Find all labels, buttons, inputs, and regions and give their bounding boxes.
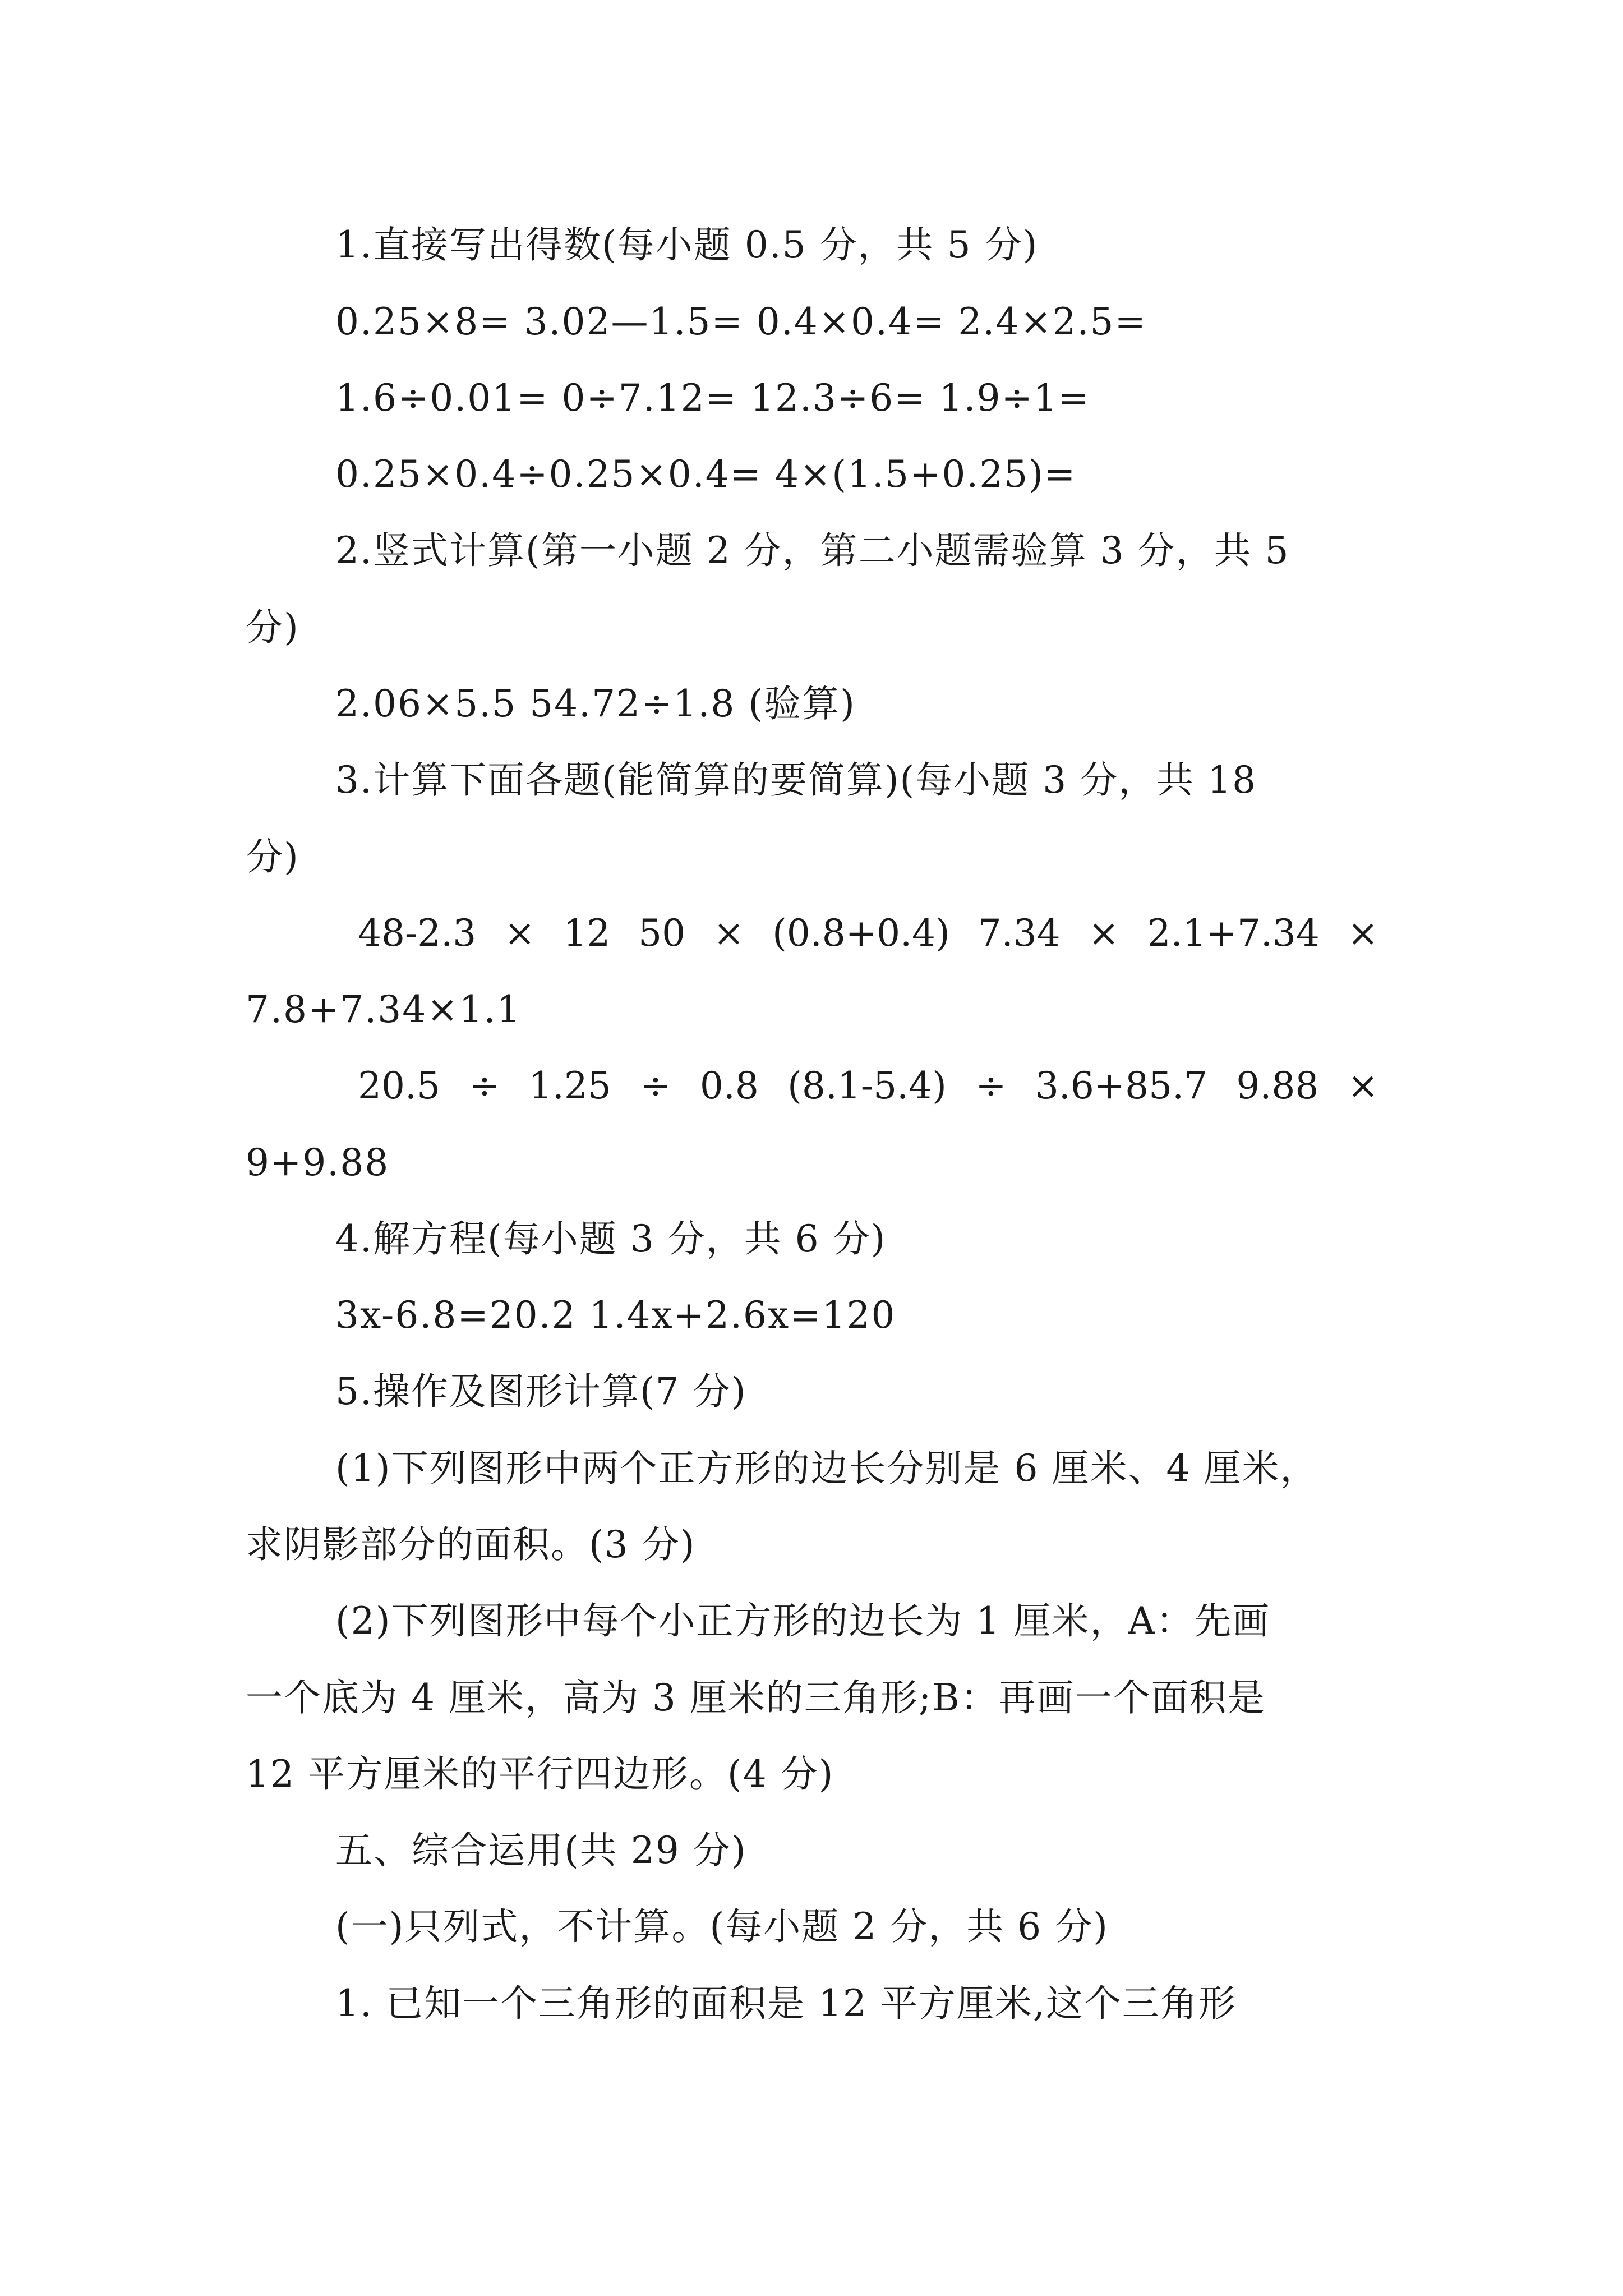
expression-part: (0.8+0.4) xyxy=(772,912,950,955)
question-1-heading: 1.直接写出得数(每小题 0.5 分，共 5 分) xyxy=(335,223,1039,266)
expression-part: × xyxy=(1088,912,1119,955)
question-4-heading: 4.解方程(每小题 3 分，共 6 分) xyxy=(335,1217,887,1260)
question-3-row xyxy=(358,911,1378,956)
question-3-heading: 3.计算下面各题(能简算的要简算)(每小题 3 分，共 18 xyxy=(335,758,1257,802)
question-2-row: 2.06×5.5 54.72÷1.8 (验算) xyxy=(335,682,856,725)
expression-part: 2.1+7.34 xyxy=(1147,912,1320,955)
question-1-row: 0.25×8= 3.02—1.5= 0.4×0.4= 2.4×2.5= xyxy=(335,300,1147,343)
question-3-heading-continued: 分) xyxy=(246,835,299,878)
question-5-part-1: (1)下列图形中两个正方形的边长分别是 6 厘米、4 厘米， xyxy=(335,1447,1318,1490)
section-5-heading: 五、综合运用(共 29 分) xyxy=(335,1829,747,1872)
expression-part: × xyxy=(1347,1064,1378,1107)
expression-part: × xyxy=(1347,912,1378,955)
question-5-part-2-continued: 一个底为 4 厘米，高为 3 厘米的三角形;B：再画一个面积是 xyxy=(246,1676,1266,1719)
expression-part: × xyxy=(504,912,536,955)
expression-part: 3.6+85.7 xyxy=(1035,1064,1208,1107)
expression-part: ÷ xyxy=(469,1064,500,1107)
section-5-question-1: 1. 已知一个三角形的面积是 12 平方厘米,这个三角形 xyxy=(335,1982,1237,2025)
expression-part: ÷ xyxy=(640,1064,671,1107)
question-5-part-2: (2)下列图形中每个小正方形的边长为 1 厘米，A：先画 xyxy=(335,1599,1271,1642)
question-4-row: 3x-6.8=20.2 1.4x+2.6x=120 xyxy=(335,1294,896,1337)
expression-part: 1.25 xyxy=(528,1064,611,1107)
question-5-part-1-continued: 求阴影部分的面积。(3 分) xyxy=(246,1523,696,1566)
question-5-part-2-continued: 12 平方厘米的平行四边形。(4 分) xyxy=(246,1752,834,1796)
question-3-row-continued: 7.8+7.34×1.1 xyxy=(246,988,522,1031)
question-3-row-continued: 9+9.88 xyxy=(246,1141,390,1184)
question-1-row: 0.25×0.4÷0.25×0.4= 4×(1.5+0.25)= xyxy=(335,453,1077,496)
expression-part: × xyxy=(713,912,745,955)
question-2-heading-continued: 分) xyxy=(246,606,299,649)
expression-part: 12 xyxy=(563,912,611,955)
expression-part: ÷ xyxy=(975,1064,1007,1107)
expression-part: 0.8 xyxy=(699,1064,759,1107)
expression-part: 50 xyxy=(638,912,686,955)
question-1-row: 1.6÷0.01= 0÷7.12= 12.3÷6= 1.9÷1= xyxy=(335,376,1091,420)
section-5-subheading: (一)只列式，不计算。(每小题 2 分，共 6 分) xyxy=(335,1905,1109,1948)
question-5-heading: 5.操作及图形计算(7 分) xyxy=(335,1370,747,1413)
expression-part: 20.5 xyxy=(358,1064,440,1107)
question-2-heading: 2.竖式计算(第一小题 2 分，第二小题需验算 3 分，共 5 xyxy=(335,529,1290,572)
expression-part: 48-2.3 xyxy=(358,912,477,955)
expression-part: 7.34 xyxy=(978,912,1061,955)
question-3-row xyxy=(358,1064,1378,1108)
expression-part: (8.1-5.4) xyxy=(787,1064,947,1107)
expression-part: 9.88 xyxy=(1236,1064,1319,1107)
